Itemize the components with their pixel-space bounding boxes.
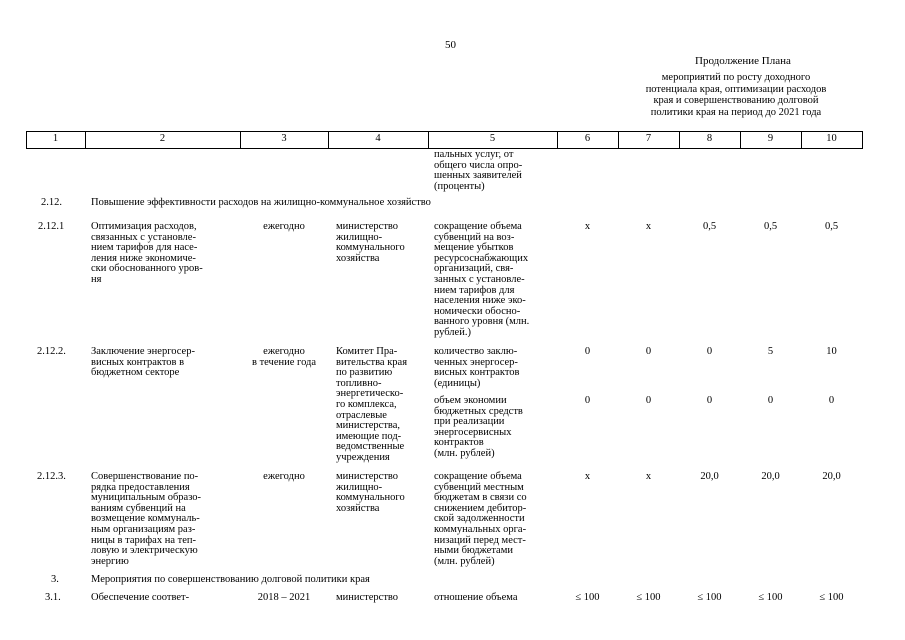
row-number: 3.1.	[45, 592, 61, 603]
value-cell: 5	[767, 346, 774, 357]
column-number: 1	[52, 133, 59, 144]
measure-name: Заключение энергосер- висных контрактов в бюджетном секторе	[91, 346, 195, 379]
header-top-border	[26, 131, 862, 132]
section-number: 3.	[51, 574, 59, 585]
value-cell: х	[645, 221, 652, 232]
section-title: Повышение эффективности расходов на жилищно-коммунальное хозяйство	[91, 197, 431, 208]
value-cell: 0	[584, 395, 591, 406]
value-cell: 0,5	[824, 221, 839, 232]
value-cell: ≤ 100	[636, 592, 661, 603]
column-number: 3	[281, 133, 287, 144]
indicator: сокращение объема субвенций на воз- мещение убытков ресурсоснабжающих организаций, свя- занных с установле- нием тарифов для населения ниже эко- номически обосно- ванного уровня (млн. рублей.)	[434, 221, 530, 338]
indicator-continuation: пальных услуг, от общего числа опро- шенных заявителей (проценты)	[434, 149, 523, 192]
executor: министерство	[336, 592, 399, 603]
value-cell: 0	[767, 395, 774, 406]
value-cell: 0	[828, 395, 835, 406]
column-number: 10	[826, 133, 837, 144]
value-cell: 20,0	[700, 471, 719, 482]
value-cell: 0	[645, 346, 652, 357]
term: ежегодно	[263, 221, 305, 232]
executor: Комитет Пра- вительства края по развитию топливно- энергетическо- го комплекса, отраслевые министерства, имеющие под- ведомственные учреждения	[336, 346, 408, 463]
value-cell: ≤ 100	[819, 592, 844, 603]
value-cell: х	[584, 221, 591, 232]
indicator: отношение объема	[434, 592, 518, 603]
term: ежегодно	[263, 471, 305, 482]
value-cell: 0	[645, 395, 652, 406]
measure-name: Обеспечение соответ-	[91, 592, 190, 603]
value-cell: 0,5	[702, 221, 717, 232]
section-number: 2.12.	[41, 197, 62, 208]
value-cell: ≤ 100	[575, 592, 600, 603]
column-number: 5	[489, 133, 496, 144]
column-number: 8	[706, 133, 713, 144]
indicator: сокращение объема субвенций местным бюджетам в связи со снижением дебитор- ской задолженности коммунальных орга- низаций перед мест- ными бюджетами (млн. рублей)	[434, 471, 527, 567]
term: ежегодно в течение года	[251, 346, 317, 368]
header-divider	[862, 131, 863, 149]
executor: министерство жилищно- коммунального хозяйства	[336, 221, 405, 264]
indicator: объем экономии бюджетных средств при реализации энергосервисных контрактов (млн. рублей)	[434, 395, 523, 459]
value-cell: 0,5	[763, 221, 778, 232]
column-number: 4	[375, 133, 381, 144]
measure-name: Оптимизация расходов, связанных с установле- нием тарифов для насе- ления ниже экономиче- ски обоснованного уров- ня	[91, 221, 203, 285]
continuation-label: Продолжение Плана	[695, 55, 791, 67]
row-number: 2.12.1	[38, 221, 65, 232]
column-number: 2	[159, 133, 166, 144]
value-cell: 20,0	[761, 471, 780, 482]
column-number: 9	[767, 133, 774, 144]
column-number: 7	[645, 133, 652, 144]
value-cell: 0	[706, 346, 713, 357]
indicator: количество заклю- ченных энергосер- висных контрактов (единицы)	[434, 346, 520, 389]
section-title: Мероприятия по совершенствованию долговой политики края	[91, 574, 370, 585]
value-cell: х	[645, 471, 652, 482]
value-cell: 0	[584, 346, 591, 357]
row-number: 2.12.2.	[37, 346, 66, 357]
value-cell: ≤ 100	[758, 592, 783, 603]
measure-name: Совершенствование по- рядка предоставления муниципальным образо- ваниям субвенций на возмещение коммуналь- ным организациям раз- ницы в тарифах на теп- ловую и электрическую энергию	[91, 471, 202, 567]
term: 2018 – 2021	[257, 592, 311, 603]
value-cell: 0	[706, 395, 713, 406]
value-cell: 20,0	[822, 471, 841, 482]
executor: министерство жилищно- коммунального хозяйства	[336, 471, 405, 514]
value-cell: 10	[826, 346, 837, 357]
value-cell: х	[584, 471, 591, 482]
value-cell: ≤ 100	[697, 592, 722, 603]
row-number: 2.12.3.	[37, 471, 66, 482]
page-number: 50	[445, 39, 456, 51]
plan-title: мероприятий по росту доходного потенциала края, оптимизации расходов края и совершенствованию долговой политики края на период до 2021 года	[645, 72, 827, 118]
column-number: 6	[584, 133, 591, 144]
